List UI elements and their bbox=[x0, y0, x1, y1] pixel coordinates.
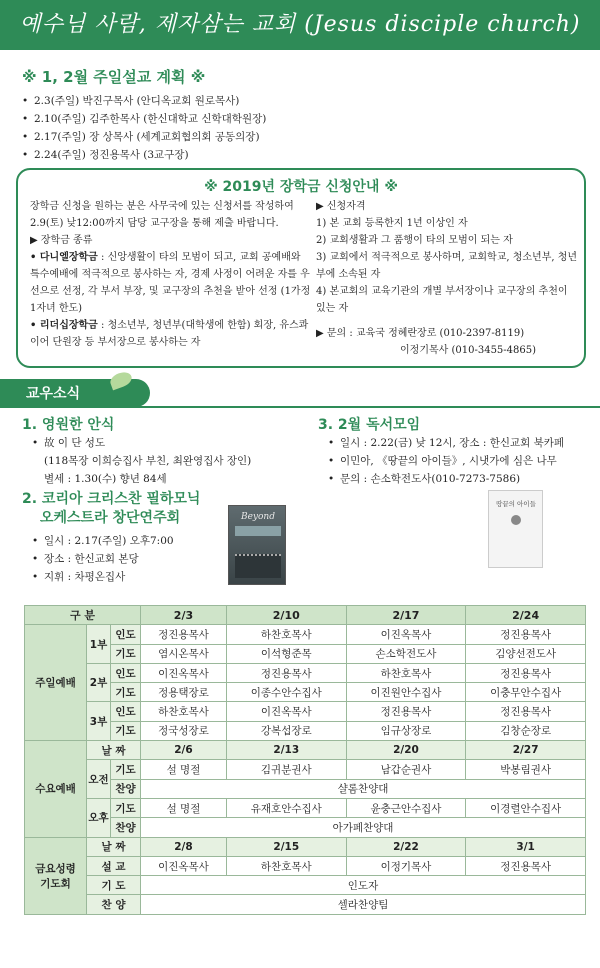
row-label: 인도 bbox=[111, 625, 141, 644]
concert-poster-image bbox=[228, 505, 286, 585]
row-label: 인도 bbox=[111, 663, 141, 682]
table-cell: 정진용목사 bbox=[226, 663, 346, 682]
table-cell: 정용택장로 bbox=[141, 683, 227, 702]
table-cell: 정진용목사 bbox=[466, 702, 586, 721]
poster-graphic bbox=[235, 554, 281, 578]
church-title: 예수님 사람, 제자삼는 교회 (Jesus disciple church) bbox=[19, 12, 581, 37]
table-cell: 이진옥목사 bbox=[141, 856, 227, 875]
row-label: 기도 bbox=[111, 721, 141, 740]
scholarship-left-column bbox=[30, 198, 312, 351]
book-cover-image bbox=[488, 490, 543, 568]
title-line: 오케스트라 창단연주회 bbox=[40, 510, 181, 526]
row-label: 인도 bbox=[111, 702, 141, 721]
poster-label: Beyond bbox=[240, 512, 275, 522]
detail-line: 별세 : 1.30(수) 향년 84세 bbox=[44, 473, 167, 485]
table-cell: 정국성장로 bbox=[141, 721, 227, 740]
qualification-item: 2) 교회생활과 그 품행이 타의 모범이 되는 자 bbox=[316, 235, 513, 246]
row-label: 찬양 bbox=[111, 779, 141, 798]
table-cell: 김양선전도사 bbox=[466, 644, 586, 663]
table-cell: 인도자 bbox=[141, 876, 586, 895]
news-section-2-body bbox=[32, 532, 174, 586]
row-label: 기도 bbox=[111, 644, 141, 663]
list-item: • 2.24(주일) 정진용목사 (3교구장) bbox=[22, 146, 266, 164]
news-tab-label: 교우소식 bbox=[26, 386, 81, 402]
sermon-plan-title: ※ 1, 2월 주일설교 계획 ※ bbox=[22, 68, 206, 86]
row-label: 날 짜 bbox=[87, 741, 141, 760]
row-label: 찬 양 bbox=[87, 895, 141, 914]
row-label: 기도 bbox=[111, 798, 141, 817]
row-group-label bbox=[25, 837, 87, 914]
table-cell: 강복섭장로 bbox=[226, 721, 346, 740]
qualification-item: 4) 본교회의 교육기관의 개별 부서장이나 교구장의 추천이 있는 자 bbox=[316, 286, 568, 314]
table-cell: 이충무안수집사 bbox=[466, 683, 586, 702]
list-item: • 문의 : 손소학전도사(010-7273-7586) bbox=[328, 470, 564, 488]
contact-line: ▶ 문의 : 교육국 정혜란장로 (010-2397-8119) bbox=[316, 328, 525, 339]
row-subgroup-label: 오전 bbox=[87, 760, 111, 799]
contact-line: 이정기목사 (010-3455-4865) bbox=[400, 345, 537, 356]
poster-graphic bbox=[235, 526, 281, 536]
table-cell: 박봉림권사 bbox=[466, 760, 586, 779]
table-cell: 정진용목사 bbox=[466, 663, 586, 682]
list-item: • 이민아, 《땅끝의 아이들》, 시냇가에 심은 나무 bbox=[328, 452, 564, 470]
table-cell: 하찬호목사 bbox=[226, 625, 346, 644]
header-banner bbox=[0, 0, 600, 50]
table-cell: 2/13 bbox=[226, 741, 346, 760]
table-cell: 이진옥목사 bbox=[346, 625, 466, 644]
row-group-label: 수요예배 bbox=[25, 741, 87, 837]
table-row bbox=[25, 895, 586, 914]
scholarship-intro: 장학금 신청을 원하는 분은 사무국에 있는 신청서를 작성하여 2.9(토) 낮12:00까지 담당 교구장을 통해 제출 바랍니다. bbox=[30, 201, 294, 229]
label-line: 기도회 bbox=[40, 877, 71, 890]
table-row bbox=[25, 663, 586, 682]
table-cell: 김귀분권사 bbox=[226, 760, 346, 779]
table-cell: 2/22 bbox=[346, 837, 466, 856]
row-label: 기 도 bbox=[87, 876, 141, 895]
table-cell: 샬롬찬양대 bbox=[141, 779, 586, 798]
list-item: • 일시 : 2.17(주일) 오후7:00 bbox=[32, 532, 174, 550]
table-row bbox=[25, 741, 586, 760]
row-label: 기도 bbox=[111, 683, 141, 702]
sermon-list bbox=[22, 92, 266, 164]
list-item: • 2.17(주일) 장 상목사 (세계교회협의회 공동의장) bbox=[22, 128, 266, 146]
row-label: 날 짜 bbox=[87, 837, 141, 856]
table-cell: 이정기목사 bbox=[346, 856, 466, 875]
label-line: 금요성령 bbox=[35, 862, 76, 875]
news-tab bbox=[0, 379, 150, 407]
qualification-item: 1) 본 교회 등록한지 1년 이상인 자 bbox=[316, 218, 468, 229]
table-cell: 이진옥목사 bbox=[141, 663, 227, 682]
list-item: • 2.3(주일) 박진구목사 (안디옥교회 원로목사) bbox=[22, 92, 266, 110]
table-row bbox=[25, 876, 586, 895]
table-cell: 정진용목사 bbox=[346, 702, 466, 721]
detail-line: (118목장 이희승집사 부친, 최완영집사 장인) bbox=[44, 455, 252, 467]
table-cell: 아가페찬양대 bbox=[141, 818, 586, 837]
table-cell: 하찬호목사 bbox=[226, 856, 346, 875]
qualification-label: ▶ 신청자격 bbox=[316, 201, 366, 212]
leaf-icon bbox=[108, 370, 133, 391]
row-label: 기도 bbox=[111, 760, 141, 779]
table-cell: 설 명절 bbox=[141, 798, 227, 817]
scholarship-type-leadership bbox=[30, 317, 312, 351]
book-cover-title: 땅끝의 아이들 bbox=[496, 500, 536, 508]
type-desc: : 청소년부, 청년부(대학생에 한함) 회장, 유스콰이어 단원장 등 부서장으로 봉사하는 자 bbox=[30, 320, 309, 348]
table-cell: 김창순장로 bbox=[466, 721, 586, 740]
row-label: 설 교 bbox=[87, 856, 141, 875]
news-section-1-title: 1. 영원한 안식 bbox=[22, 417, 115, 433]
table-cell: 이진옥목사 bbox=[226, 702, 346, 721]
book-graphic bbox=[511, 515, 521, 525]
table-cell: 설 명절 bbox=[141, 760, 227, 779]
table-cell: 3/1 bbox=[466, 837, 586, 856]
table-cell: 하찬호목사 bbox=[141, 702, 227, 721]
news-section-1-body bbox=[32, 434, 251, 488]
table-cell: 손소학전도사 bbox=[346, 644, 466, 663]
table-cell: 이진원안수집사 bbox=[346, 683, 466, 702]
table-header: 2/17 bbox=[346, 606, 466, 625]
table-cell: 정진용목사 bbox=[466, 856, 586, 875]
scholarship-box bbox=[16, 168, 586, 368]
list-item: • 2.10(주일) 김주한목사 (한신대학교 신학대학원장) bbox=[22, 110, 266, 128]
table-cell: 유재호안수집사 bbox=[226, 798, 346, 817]
table-row bbox=[25, 856, 586, 875]
table-row bbox=[25, 625, 586, 644]
row-label: 찬양 bbox=[111, 818, 141, 837]
table-cell: 2/20 bbox=[346, 741, 466, 760]
table-cell: 정진용목사 bbox=[141, 625, 227, 644]
table-cell: 2/15 bbox=[226, 837, 346, 856]
table-row bbox=[25, 837, 586, 856]
table-header: 2/24 bbox=[466, 606, 586, 625]
table-cell: 이경렬안수집사 bbox=[466, 798, 586, 817]
table-cell: 2/6 bbox=[141, 741, 227, 760]
row-group-label: 주일예배 bbox=[25, 625, 87, 741]
service-schedule-table bbox=[24, 605, 586, 915]
news-section-2-title bbox=[22, 490, 200, 528]
row-subgroup-label: 2부 bbox=[87, 663, 111, 702]
scholarship-type-daniel bbox=[30, 249, 312, 317]
row-subgroup-label: 3부 bbox=[87, 702, 111, 741]
table-cell: 정진용목사 bbox=[466, 625, 586, 644]
table-row bbox=[25, 760, 586, 779]
table-cell: 하찬호목사 bbox=[346, 663, 466, 682]
table-row bbox=[25, 606, 586, 625]
title-line: 2. 코리아 크리스찬 필하모닉 bbox=[22, 491, 201, 507]
type-name: • 다니엘장학금 bbox=[30, 252, 98, 263]
scholarship-right-column bbox=[316, 198, 578, 359]
list-item: • 장소 : 한신교회 본당 bbox=[32, 550, 174, 568]
table-cell: 임규상장로 bbox=[346, 721, 466, 740]
table-cell: 윤충근안수집사 bbox=[346, 798, 466, 817]
table-header: 2/3 bbox=[141, 606, 227, 625]
row-subgroup-label: 1부 bbox=[87, 625, 111, 664]
list-item: • 일시 : 2.22(금) 낮 12시, 장소 : 한신교회 북카페 bbox=[328, 434, 564, 452]
table-cell: 남갑순권사 bbox=[346, 760, 466, 779]
list-item: • 故 이 단 성도 bbox=[32, 434, 251, 452]
table-row bbox=[25, 798, 586, 817]
qualification-item: 3) 교회에서 적극적으로 봉사하며, 교회학교, 청소년부, 청년부에 소속된 자 bbox=[316, 252, 578, 280]
type-desc: : 신앙생활이 타의 모범이 되고, 교회 공예배와 특수예배에 적극적으로 봉사하는 자, 경제 사정이 어려운 자를 우선으로 선정, 각 부서 부장, 및 교구장의 추천을 받아 선정 (1가정 1자녀 한도) bbox=[30, 252, 311, 314]
row-subgroup-label: 오후 bbox=[87, 798, 111, 837]
table-cell: 이석형준목 bbox=[226, 644, 346, 663]
table-cell: 2/27 bbox=[466, 741, 586, 760]
scholarship-types-label: ▶ 장학금 종류 bbox=[30, 235, 93, 246]
table-header: 구 분 bbox=[25, 606, 141, 625]
divider bbox=[0, 406, 600, 408]
table-header: 2/10 bbox=[226, 606, 346, 625]
table-cell: 염시온목사 bbox=[141, 644, 227, 663]
news-section-3-title: 3. 2월 독서모임 bbox=[318, 417, 421, 433]
table-cell: 2/8 bbox=[141, 837, 227, 856]
table-cell: 이종수안수집사 bbox=[226, 683, 346, 702]
news-section-3-body bbox=[328, 434, 564, 488]
table-cell: 셀라찬양팀 bbox=[141, 895, 586, 914]
table-row bbox=[25, 702, 586, 721]
list-item: • 지휘 : 차평온집사 bbox=[32, 568, 174, 586]
scholarship-title: ※ 2019년 장학금 신청안내 ※ bbox=[204, 179, 398, 195]
type-name: • 리더십장학금 bbox=[30, 320, 98, 331]
